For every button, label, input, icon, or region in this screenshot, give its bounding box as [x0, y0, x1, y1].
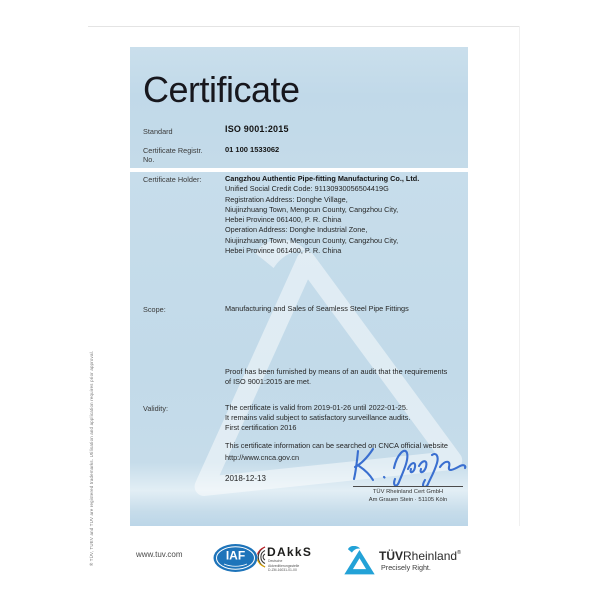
- cnca-url: http://www.cnca.gov.cn: [225, 452, 300, 462]
- validity-label: Validity:: [143, 404, 169, 413]
- certificate-header-panel: [130, 47, 468, 168]
- signatory-address: Am Grauen Stein · 51105 Köln: [368, 496, 448, 503]
- dakks-sub-line: Akkreditierungsstelle: [268, 563, 300, 568]
- proof-line: Proof has been furnished by means of an audit that the requirements: [225, 367, 448, 376]
- certificate-body-panel: [130, 172, 468, 526]
- holder-line: Niujinzhuang Town, Mengcun County, Cangzhou City,: [225, 204, 399, 214]
- holder-line: Hebei Province 061400, P. R. China: [225, 215, 342, 225]
- holder-value-block: [225, 174, 465, 256]
- signature-handwriting: [348, 444, 468, 486]
- validity-line: First certification 2016: [225, 422, 297, 432]
- dakks-subtext: [268, 559, 299, 573]
- holder-line: Operation Address: Donghe Industrial Zone,: [225, 225, 368, 235]
- validity-line: It remains valid subject to satisfactory surveillance audits.: [225, 412, 411, 422]
- registration-label-line1: Certificate Registr.: [143, 146, 203, 155]
- dakks-arcs-icon: [252, 546, 268, 568]
- holder-line: Unified Social Credit Code: 91130930056504419G: [225, 184, 389, 194]
- signature-line: [353, 486, 463, 487]
- proof-line: of ISO 9001:2015 are met.: [225, 377, 311, 387]
- page-edge: [519, 26, 520, 526]
- registered-mark: ®: [457, 550, 462, 556]
- issue-date: 2018-12-13: [225, 474, 266, 483]
- dakks-registration-number: D-ZM-16031-01-00: [268, 568, 297, 573]
- dakks-sub-line: Deutsche: [268, 559, 283, 563]
- cnca-line: This certificate information can be searched on CNCA official website: [225, 441, 448, 450]
- registration-value: 01 100 1533062: [225, 145, 280, 154]
- dakks-name: DAkkS: [267, 545, 313, 559]
- scope-value: Manufacturing and Sales of Seamless Steel Pipe Fittings: [225, 304, 409, 313]
- signatory-org: TÜV Rheinland Cert GmbH: [372, 489, 444, 495]
- tuv-brand-bold: TÜV: [379, 549, 403, 563]
- page-title: Certificate: [143, 69, 300, 110]
- tuv-rheinland-triangle-icon: [343, 546, 376, 575]
- tuv-website-text: www.tuv.com: [136, 550, 183, 559]
- tuv-tagline: Precisely Right.: [381, 563, 431, 572]
- holder-line: Registration Address: Donghe Village,: [225, 194, 348, 204]
- scope-label: Scope:: [143, 305, 166, 314]
- iaf-label: IAF: [225, 548, 246, 563]
- standard-label: Standard: [143, 127, 173, 136]
- tuv-brand-rest: Rheinland: [403, 549, 458, 563]
- validity-line: The certificate is valid from 2019-01-26 until 2022-01-25.: [225, 403, 408, 412]
- tuv-rheinland-wordmark: [379, 549, 461, 563]
- signatory-block: [349, 489, 467, 504]
- holder-name: Cangzhou Authentic Pipe-fitting Manufacturing Co., Ltd.: [225, 174, 420, 183]
- proof-statement: [225, 367, 467, 388]
- standard-value: ISO 9001:2015: [225, 124, 289, 134]
- trademark-note-vertical: ® TÜV, TUEV and TUV are registered trademarks. Utilisation and application requires prior approval.: [89, 350, 94, 566]
- holder-line: Hebei Province 061400, P. R. China: [225, 246, 342, 256]
- validity-value-block: [225, 403, 467, 432]
- holder-line: Niujinzhuang Town, Mengcun County, Cangzhou City,: [225, 235, 399, 245]
- registration-label-line2: No.: [143, 155, 155, 164]
- holder-label: Certificate Holder:: [143, 175, 202, 184]
